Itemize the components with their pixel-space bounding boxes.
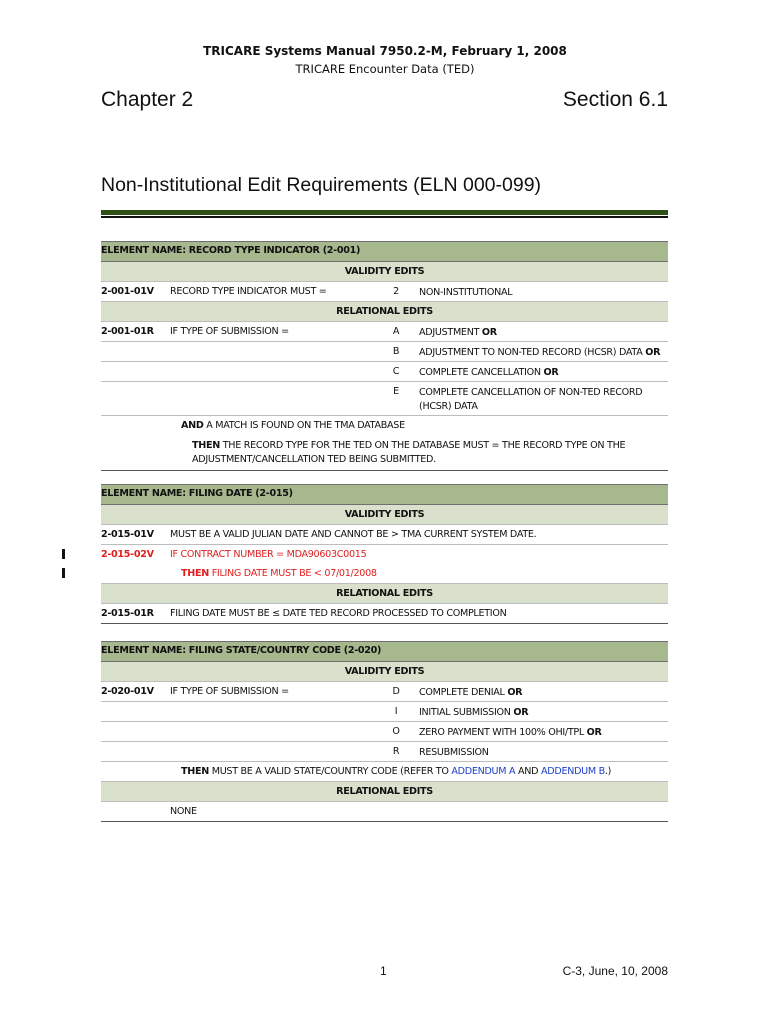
edit-table-record-type [101,241,668,471]
table-row [101,564,668,584]
edit-table-filing-date [101,484,668,624]
running-header-title: TRICARE Systems Manual 7950.2-M, February 1, 2008 [203,44,567,58]
chapter-label: Chapter 2 [101,88,194,111]
table-row [101,762,668,782]
edit-description: ADJUSTMENT OR [419,327,497,338]
edit-text: RECORD TYPE INDICATOR MUST = [170,286,327,297]
edit-description: COMPLETE DENIAL OR [419,687,523,698]
validity-edits-header: VALIDITY EDITS [101,262,668,282]
edit-description: COMPLETE CANCELLATION OR [419,367,559,378]
edit-id: 2-015-02V [101,549,154,560]
table-row [101,722,668,742]
table-row [101,435,668,471]
table-row [101,682,668,702]
table-row [101,282,668,302]
edit-value: O [392,726,400,737]
edit-value: 2 [393,286,399,297]
edit-text: FILING DATE MUST BE ≤ DATE TED RECORD PROCESSED TO COMPLETION [170,608,507,619]
edit-value: I [394,706,398,717]
element-name-header: ELEMENT NAME: FILING DATE (2-015) [101,484,668,505]
edit-description: RESUBMISSION [419,747,489,758]
element-name-header: ELEMENT NAME: FILING STATE/COUNTRY CODE (2-020) [101,641,668,662]
title-rule-green [101,210,668,215]
edit-id: 2-001-01R [101,326,154,337]
page-number: 1 [380,964,387,978]
edit-text: MUST BE A VALID JULIAN DATE AND CANNOT BE > TMA CURRENT SYSTEM DATE. [170,529,537,540]
edit-value: C [392,366,400,377]
edit-text: IF CONTRACT NUMBER = MDA90603C0015 [170,549,367,560]
edit-id: 2-001-01V [101,286,154,297]
edit-description: COMPLETE CANCELLATION OF NON-TED RECORD (HCSR) DATA [419,387,643,412]
addendum-b-link[interactable]: ADDENDUM B [541,766,605,777]
page-title: Non-Institutional Edit Requirements (ELN 000-099) [101,174,542,196]
relational-edits-header: RELATIONAL EDITS [101,782,668,802]
then-condition: THEN THE RECORD TYPE FOR THE TED ON THE DATABASE MUST = THE RECORD TYPE ON THE ADJUSTMENT/CANCELLATION TED BEING SUBMITTED. [192,440,626,465]
table-row [101,322,668,342]
table-row [101,382,668,416]
edit-description: ADJUSTMENT TO NON-TED RECORD (HCSR) DATA OR [419,347,661,358]
edit-description: ZERO PAYMENT WITH 100% OHI/TPL OR [419,727,602,738]
validity-edits-header: VALIDITY EDITS [101,505,668,525]
then-condition: THEN FILING DATE MUST BE < 07/01/2008 [181,568,377,579]
edit-value: B [392,346,400,357]
section-label: Section 6.1 [562,88,668,111]
change-number: C-3, June, 10, 2008 [562,964,668,978]
edit-id: 2-020-01V [101,686,154,697]
edit-description: INITIAL SUBMISSION OR [419,707,529,718]
title-rule-black [101,216,668,218]
running-header-subtitle: TRICARE Encounter Data (TED) [295,62,475,76]
table-row [101,545,668,564]
edit-value: D [392,686,400,697]
edit-value: A [392,326,400,337]
table-row [101,416,668,435]
edit-table-filing-state [101,641,668,822]
element-name-header: ELEMENT NAME: RECORD TYPE INDICATOR (2-001) [101,241,668,262]
edit-value: R [392,746,400,757]
edit-text: IF TYPE OF SUBMISSION = [170,326,289,337]
edit-id: 2-015-01R [101,608,154,619]
table-row [101,362,668,382]
edit-text: IF TYPE OF SUBMISSION = [170,686,289,697]
edit-description: NON-INSTITUTIONAL [419,287,513,298]
edit-id: 2-015-01V [101,529,154,540]
addendum-a-link[interactable]: ADDENDUM A [451,766,516,777]
edit-text: NONE [170,806,197,817]
relational-edits-header: RELATIONAL EDITS [101,584,668,604]
edit-value: E [393,386,399,397]
table-row [101,342,668,362]
table-row [101,802,668,822]
change-bar [62,568,65,578]
relational-edits-header: RELATIONAL EDITS [101,302,668,322]
and-condition: AND A MATCH IS FOUND ON THE TMA DATABASE [181,420,405,431]
table-row [101,742,668,762]
then-condition: THEN MUST BE A VALID STATE/COUNTRY CODE (REFER TO ADDENDUM A AND ADDENDUM B.) [181,766,612,777]
table-row [101,604,668,624]
table-row [101,702,668,722]
table-row [101,525,668,545]
validity-edits-header: VALIDITY EDITS [101,662,668,682]
change-bar [62,549,65,559]
